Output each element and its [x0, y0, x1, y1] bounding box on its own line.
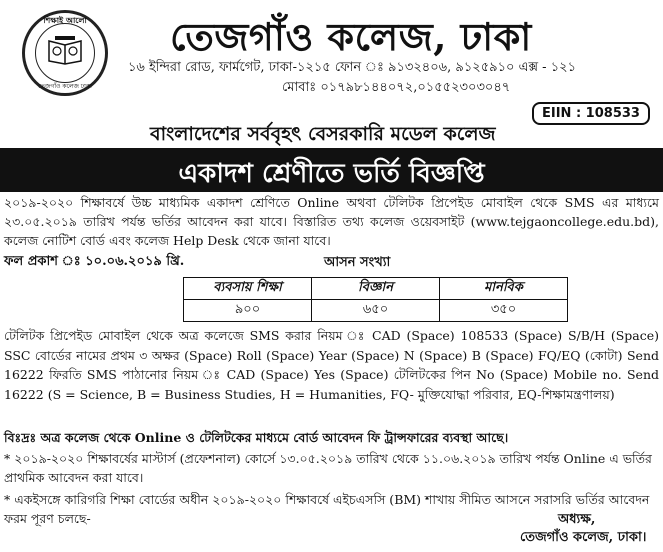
- signature-college: তেজগাঁও কলেজ, ঢাকা।: [520, 530, 647, 545]
- masters-notice: * ২০১৯-২০২০ শিক্ষাবর্ষের মাস্টার্স (প্রফেশনাল) কোর্সে ১৩.০৫.২০১৯ তারিখ থেকে ১১.০৬.২০১৯ তারিখ পর্যন্ত Online এ ভর্তির প্রাথমিক আবেদন করা যাবে।: [4, 451, 652, 485]
- signature-title: অধ্যক্ষ,: [558, 512, 596, 527]
- notice-title: একাদশ শ্রেণীতে ভর্তি বিজ্ঞপ্তি: [178, 159, 485, 189]
- sms-instructions: টেলিটক প্রিপেইড মোবাইল থেকে অত্র কলেজে SMS করার নিয়ম ঃ CAD (Space) 108533 (Space) S/B/H (Space) SSC বোর্ডের নামের প্রথম ৩ অক্ষর (Space) Roll (Space) Year (Space) N (Space) B (Space) FQ/EQ (কোটা) Send 16222 ফিরতি SMS পাঠানোর নিয়ম ঃ CAD (Space) Yes (Space) টেলিটকের পিন No (Space) Mobile no. Send 16222 (S = Science, B = Business Studies, H = Humanities, FQ- মুক্তিযোদ্ধা পরিবার, EQ-শিক্ষামন্ত্রণালয়): [4, 328, 659, 402]
- admission-paragraph: ২০১৯-২০২০ শিক্ষাবর্ষে উচ্চ মাধ্যমিক একাদশ শ্রেণিতে Online অথবা টেলিটক প্রিপেইড মোবাইল থেকে SMS এর মাধ্যমে ২৩.০৫.২০১৯ তারিখ পর্যন্ত ভর্তির আবেদন করা যাবে। বিস্তারিত তথ্য কলেজ ওয়েবসাইট (www.tejgaoncollege.edu.bd), কলেজ নোটিশ বোর্ড এবং কলেজ Help Desk থেকে জানা যাবে।: [4, 195, 659, 248]
- bm-notice: * একইসঙ্গে কারিগরি শিক্ষা বোর্ডের অধীন ২০১৯-২০২০ শিক্ষাবর্ষে এইচএসসি (BM) শাখায় সীমিত আসনে সরাসরি ভর্তির আবেদন ফরম পূরণ চলছে-: [4, 492, 650, 526]
- college-name: তেজগাঁও কলেজ, ঢাকা: [170, 14, 532, 59]
- note-paragraph: বিঃদ্রঃ অত্র কলেজ থেকে Online ও টেলিটকের মাধ্যমে বোর্ড আবেদন ফি ট্রান্সফারের ব্যবস্থা আছে।: [4, 430, 509, 445]
- seat-count-title: আসন সংখ্যা: [324, 255, 391, 270]
- result-date: ফল প্রকাশ ঃ ১০.০৬.২০১৯ খ্রি.: [4, 254, 185, 269]
- book-icon: [47, 35, 83, 65]
- seat-header-science: বিজ্ঞান: [312, 278, 440, 300]
- logo-motto: শিক্ষাই আলো: [43, 15, 87, 25]
- seat-table-value-row: [184, 300, 568, 322]
- seat-value-humanities: ৩৫০: [440, 300, 568, 322]
- logo-college-text: তেজগাঁও কলেজ ঢাকা: [38, 83, 92, 90]
- eiin-badge: EIIN : 108533: [532, 102, 650, 125]
- seat-table-header-row: [184, 278, 568, 300]
- college-tagline: বাংলাদেশের সর্ববৃহৎ বেসরকারি মডেল কলেজ: [150, 123, 496, 145]
- college-address: ১৬ ইন্দিরা রোড, ফার্মগেট, ঢাকা-১২১৫ ফোন ঃ ৯১৩২৪০৬, ৯১২৫৯১০ এক্স - ১২১: [128, 60, 577, 75]
- seat-header-business: ব্যবসায় শিক্ষা: [184, 278, 312, 300]
- seat-value-science: ৬৫০: [312, 300, 440, 322]
- seat-value-business: ৯০০: [184, 300, 312, 322]
- seat-table: [183, 277, 568, 322]
- seat-header-humanities: মানবিক: [440, 278, 568, 300]
- college-mobile: মোবাঃ ০১৭৯৮১৪৪০৭২,০১৫৫২৩০৩০৪৭: [282, 80, 511, 95]
- college-logo: [22, 10, 108, 96]
